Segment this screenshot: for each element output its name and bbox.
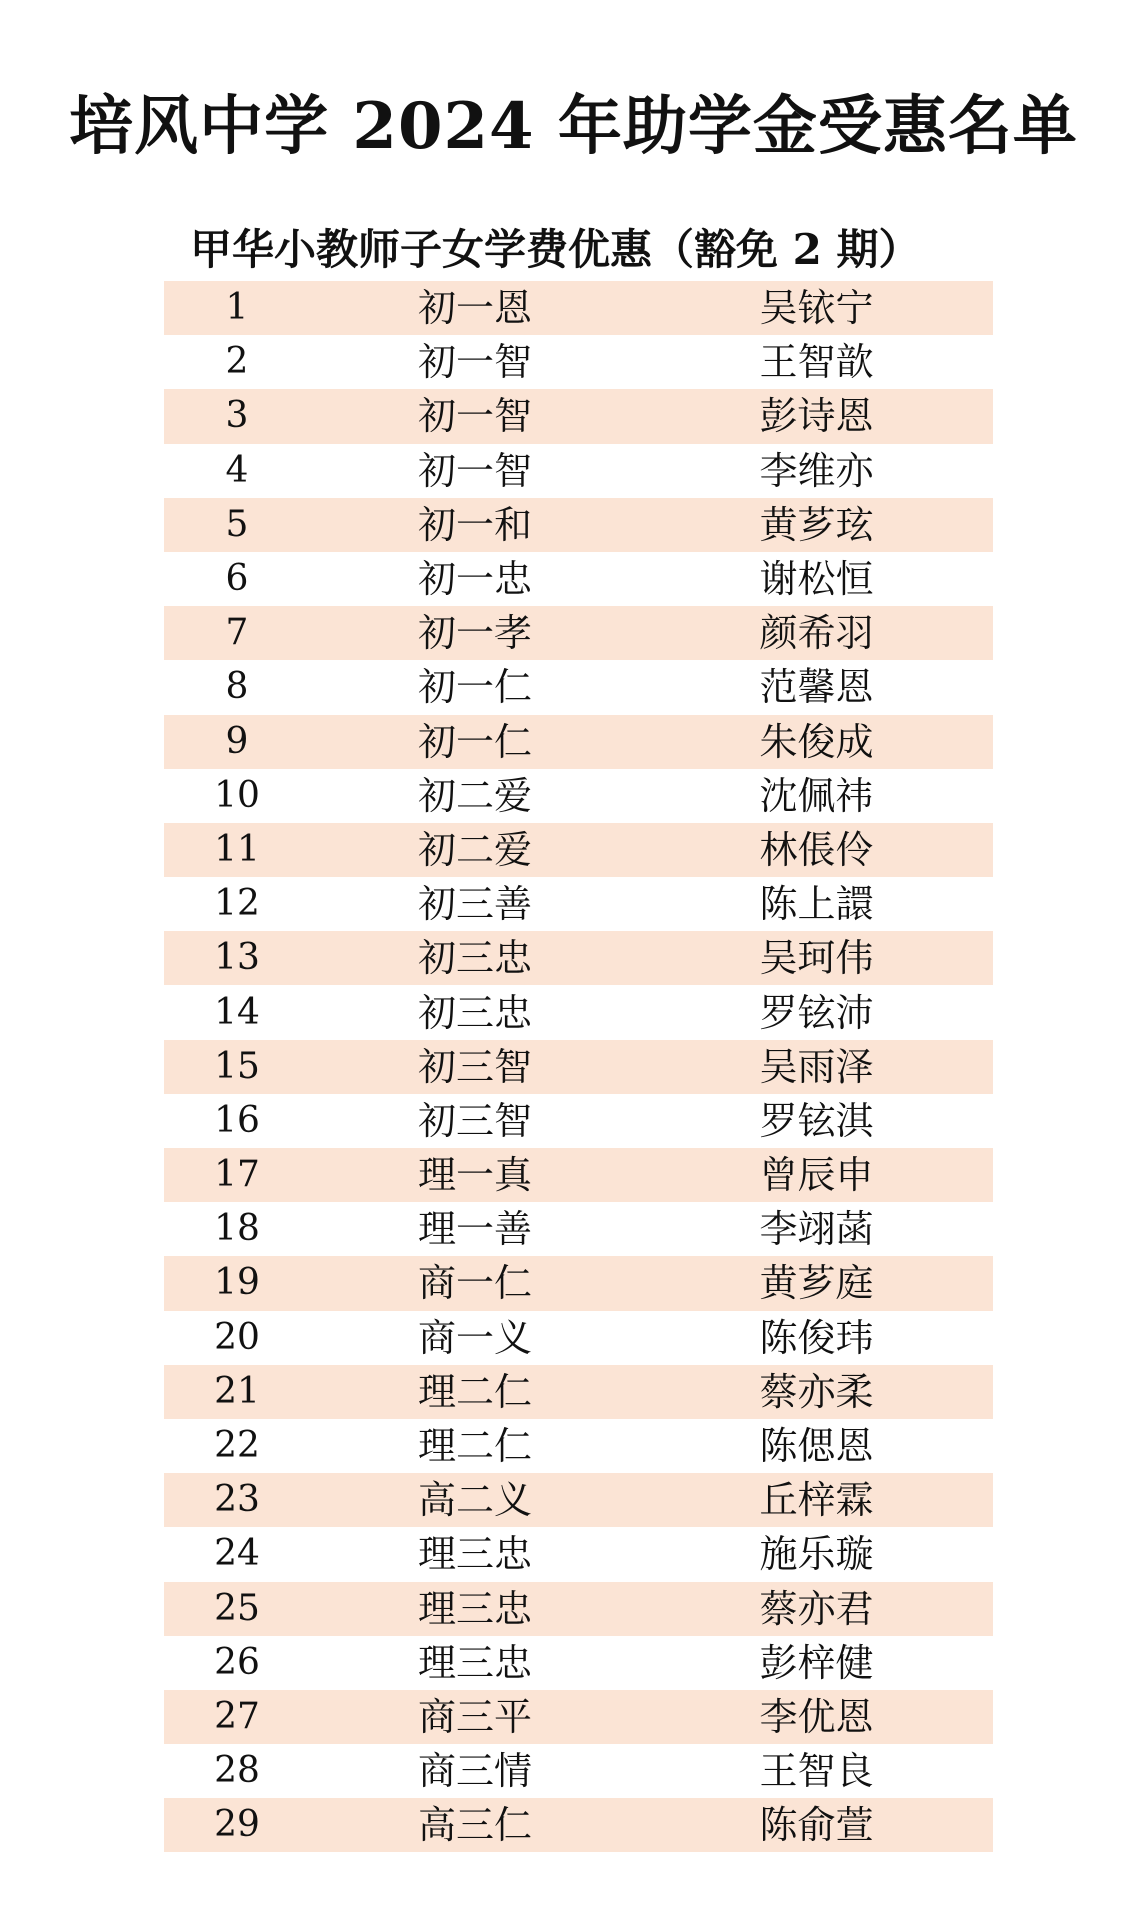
page-title: 培风中学 2024 年助学金受惠名单 — [69, 89, 1078, 164]
row-number: 22 — [164, 1419, 310, 1473]
table-row — [164, 1798, 993, 1852]
table-row — [164, 1744, 993, 1798]
row-number: 8 — [164, 660, 310, 714]
table-row — [164, 1636, 993, 1690]
class-name: 初三善 — [310, 877, 640, 931]
table-row — [164, 931, 993, 985]
student-name: 李维亦 — [640, 444, 993, 498]
class-name: 初二爱 — [310, 823, 640, 877]
class-name: 初一和 — [310, 498, 640, 552]
student-name: 王智良 — [640, 1744, 993, 1798]
class-name: 理三忠 — [310, 1636, 640, 1690]
class-name: 初一仁 — [310, 715, 640, 769]
student-name: 陈上譞 — [640, 877, 993, 931]
class-name: 理二仁 — [310, 1365, 640, 1419]
class-name: 理三忠 — [310, 1582, 640, 1636]
student-name: 陈俊玮 — [640, 1311, 993, 1365]
table-row — [164, 281, 993, 335]
student-name: 范馨恩 — [640, 660, 993, 714]
row-number: 7 — [164, 606, 310, 660]
student-name: 陈偲恩 — [640, 1419, 993, 1473]
class-name: 商三情 — [310, 1744, 640, 1798]
class-name: 初三忠 — [310, 931, 640, 985]
class-name: 初一恩 — [310, 281, 640, 335]
class-name: 初三智 — [310, 1040, 640, 1094]
class-name: 初一孝 — [310, 606, 640, 660]
table-row — [164, 1202, 993, 1256]
student-name: 黄芗庭 — [640, 1256, 993, 1310]
class-name: 初一智 — [310, 389, 640, 443]
class-name: 理二仁 — [310, 1419, 640, 1473]
table-row — [164, 1473, 993, 1527]
table-row — [164, 1419, 993, 1473]
table-row — [164, 444, 993, 498]
row-number: 20 — [164, 1311, 310, 1365]
section-title: 甲华小教师子女学费优惠（豁免 2 期） — [190, 225, 921, 274]
class-name: 初一仁 — [310, 660, 640, 714]
row-number: 26 — [164, 1636, 310, 1690]
row-number: 9 — [164, 715, 310, 769]
row-number: 19 — [164, 1256, 310, 1310]
class-name: 高二义 — [310, 1473, 640, 1527]
table-row — [164, 1527, 993, 1581]
class-name: 商一仁 — [310, 1256, 640, 1310]
class-name: 高三仁 — [310, 1798, 640, 1852]
table-row — [164, 660, 993, 714]
row-number: 27 — [164, 1690, 310, 1744]
table-row — [164, 1094, 993, 1148]
row-number: 11 — [164, 823, 310, 877]
table-row — [164, 877, 993, 931]
student-name: 吴铱宁 — [640, 281, 993, 335]
student-name: 彭梓健 — [640, 1636, 993, 1690]
student-name: 曾辰申 — [640, 1148, 993, 1202]
table-row — [164, 1311, 993, 1365]
student-name: 吴珂伟 — [640, 931, 993, 985]
row-number: 28 — [164, 1744, 310, 1798]
class-name: 商三平 — [310, 1690, 640, 1744]
class-name: 初三智 — [310, 1094, 640, 1148]
student-name: 蔡亦君 — [640, 1582, 993, 1636]
student-name: 罗铉沛 — [640, 985, 993, 1039]
table-row — [164, 715, 993, 769]
row-number: 18 — [164, 1202, 310, 1256]
table-row — [164, 1148, 993, 1202]
row-number: 1 — [164, 281, 310, 335]
table-row — [164, 823, 993, 877]
recipient-rows — [164, 281, 993, 1852]
student-name: 林倀伶 — [640, 823, 993, 877]
table-row — [164, 335, 993, 389]
row-number: 12 — [164, 877, 310, 931]
row-number: 16 — [164, 1094, 310, 1148]
row-number: 4 — [164, 444, 310, 498]
table-row — [164, 1582, 993, 1636]
table-row — [164, 1365, 993, 1419]
row-number: 17 — [164, 1148, 310, 1202]
row-number: 24 — [164, 1527, 310, 1581]
student-name: 朱俊成 — [640, 715, 993, 769]
student-name: 彭诗恩 — [640, 389, 993, 443]
table-row — [164, 985, 993, 1039]
table-row — [164, 1256, 993, 1310]
row-number: 29 — [164, 1798, 310, 1852]
class-name: 理一善 — [310, 1202, 640, 1256]
table-row — [164, 1690, 993, 1744]
class-name: 初三忠 — [310, 985, 640, 1039]
row-number: 21 — [164, 1365, 310, 1419]
row-number: 13 — [164, 931, 310, 985]
table-row — [164, 769, 993, 823]
table-row — [164, 606, 993, 660]
class-name: 商一义 — [310, 1311, 640, 1365]
row-number: 15 — [164, 1040, 310, 1094]
student-name: 吴雨泽 — [640, 1040, 993, 1094]
recipient-table — [164, 281, 993, 1852]
row-number: 3 — [164, 389, 310, 443]
row-number: 14 — [164, 985, 310, 1039]
class-name: 初二爱 — [310, 769, 640, 823]
row-number: 10 — [164, 769, 310, 823]
student-name: 李优恩 — [640, 1690, 993, 1744]
table-row — [164, 552, 993, 606]
class-name: 初一智 — [310, 335, 640, 389]
table-row — [164, 389, 993, 443]
student-name: 罗铉淇 — [640, 1094, 993, 1148]
student-name: 施乐璇 — [640, 1527, 993, 1581]
row-number: 5 — [164, 498, 310, 552]
student-name: 王智歆 — [640, 335, 993, 389]
student-name: 沈佩祎 — [640, 769, 993, 823]
row-number: 2 — [164, 335, 310, 389]
student-name: 颜希羽 — [640, 606, 993, 660]
row-number: 23 — [164, 1473, 310, 1527]
class-name: 理三忠 — [310, 1527, 640, 1581]
class-name: 初一智 — [310, 444, 640, 498]
student-name: 陈俞萱 — [640, 1798, 993, 1852]
row-number: 6 — [164, 552, 310, 606]
student-name: 丘梓霖 — [640, 1473, 993, 1527]
student-name: 蔡亦柔 — [640, 1365, 993, 1419]
class-name: 理一真 — [310, 1148, 640, 1202]
table-row — [164, 498, 993, 552]
class-name: 初一忠 — [310, 552, 640, 606]
student-name: 谢松恒 — [640, 552, 993, 606]
student-name: 黄芗玹 — [640, 498, 993, 552]
table-row — [164, 1040, 993, 1094]
student-name: 李翊菡 — [640, 1202, 993, 1256]
row-number: 25 — [164, 1582, 310, 1636]
